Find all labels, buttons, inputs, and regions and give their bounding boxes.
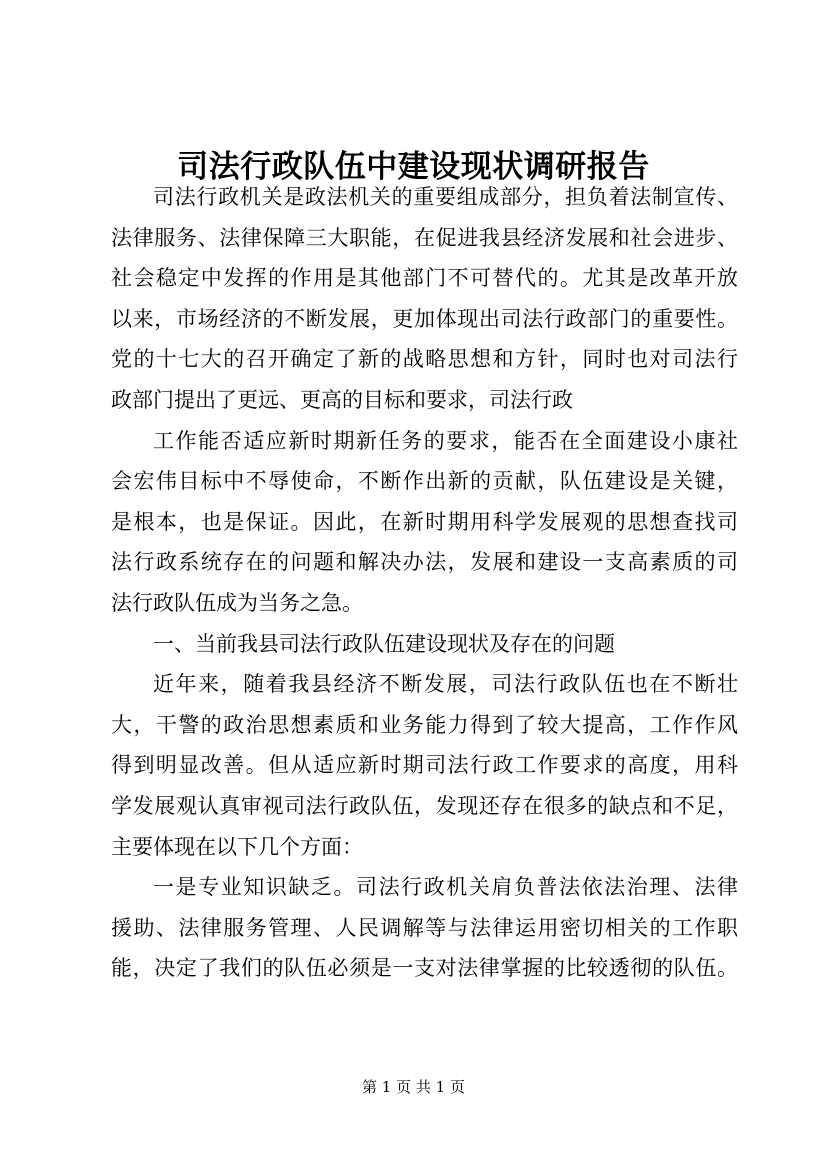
text-line: 得到明显改善。但从适应新时期司法行政工作要求的高度，用科 [111, 753, 738, 778]
text-line: 主要体现在以下几个方面： [111, 834, 363, 859]
document-body [111, 177, 738, 989]
text-line: 政部门提出了更远、更高的目标和要求，司法行政 [111, 387, 573, 412]
text-line: 工作能否适应新时期新任务的要求，能否在全面建设小康社 [153, 428, 738, 453]
text-line: 会宏伟目标中不辱使命，不断作出新的贡献，队伍建设是关键， [111, 469, 738, 494]
text-line: 以来，市场经济的不断发展，更加体现出司法行政部门的重要性。 [111, 306, 738, 331]
text-line: 法行政系统存在的问题和解决办法，发展和建设一支高素质的司 [111, 550, 738, 575]
text-line: 法行政队伍成为当务之急。 [111, 590, 363, 615]
text-line: 大，干警的政治思想素质和业务能力得到了较大提高，工作作风 [111, 712, 738, 737]
text-line: 党的十七大的召开确定了新的战略思想和方针，同时也对司法行 [111, 347, 738, 372]
text-line: 法律服务、法律保障三大职能，在促进我县经济发展和社会进步、 [111, 225, 738, 250]
text-line: 学发展观认真审视司法行政队伍，发现还存在很多的缺点和不足， [111, 793, 738, 818]
text-line: 近年来，随着我县经济不断发展，司法行政队伍也在不断壮 [153, 672, 738, 697]
text-line: 社会稳定中发挥的作用是其他部门不可替代的。尤其是改革开放 [111, 266, 738, 291]
text-line: 一是专业知识缺乏。司法行政机关肩负普法依法治理、法律 [153, 875, 738, 900]
text-line: 是根本，也是保证。因此，在新时期用科学发展观的思想查找司 [111, 509, 738, 534]
text-line: 能，决定了我们的队伍必须是一支对法律掌握的比较透彻的队伍。 [111, 956, 738, 981]
text-line: 一、当前我县司法行政队伍建设现状及存在的问题 [153, 631, 615, 656]
text-line: 援助、法律服务管理、人民调解等与法律运用密切相关的工作职 [111, 915, 738, 940]
page-footer: 第 1 页 共 1 页 [362, 1078, 465, 1096]
document-title: 司法行政队伍中建设现状调研报告 [177, 149, 650, 185]
text-line: 司法行政机关是政法机关的重要组成部分，担负着法制宣传、 [153, 185, 738, 209]
